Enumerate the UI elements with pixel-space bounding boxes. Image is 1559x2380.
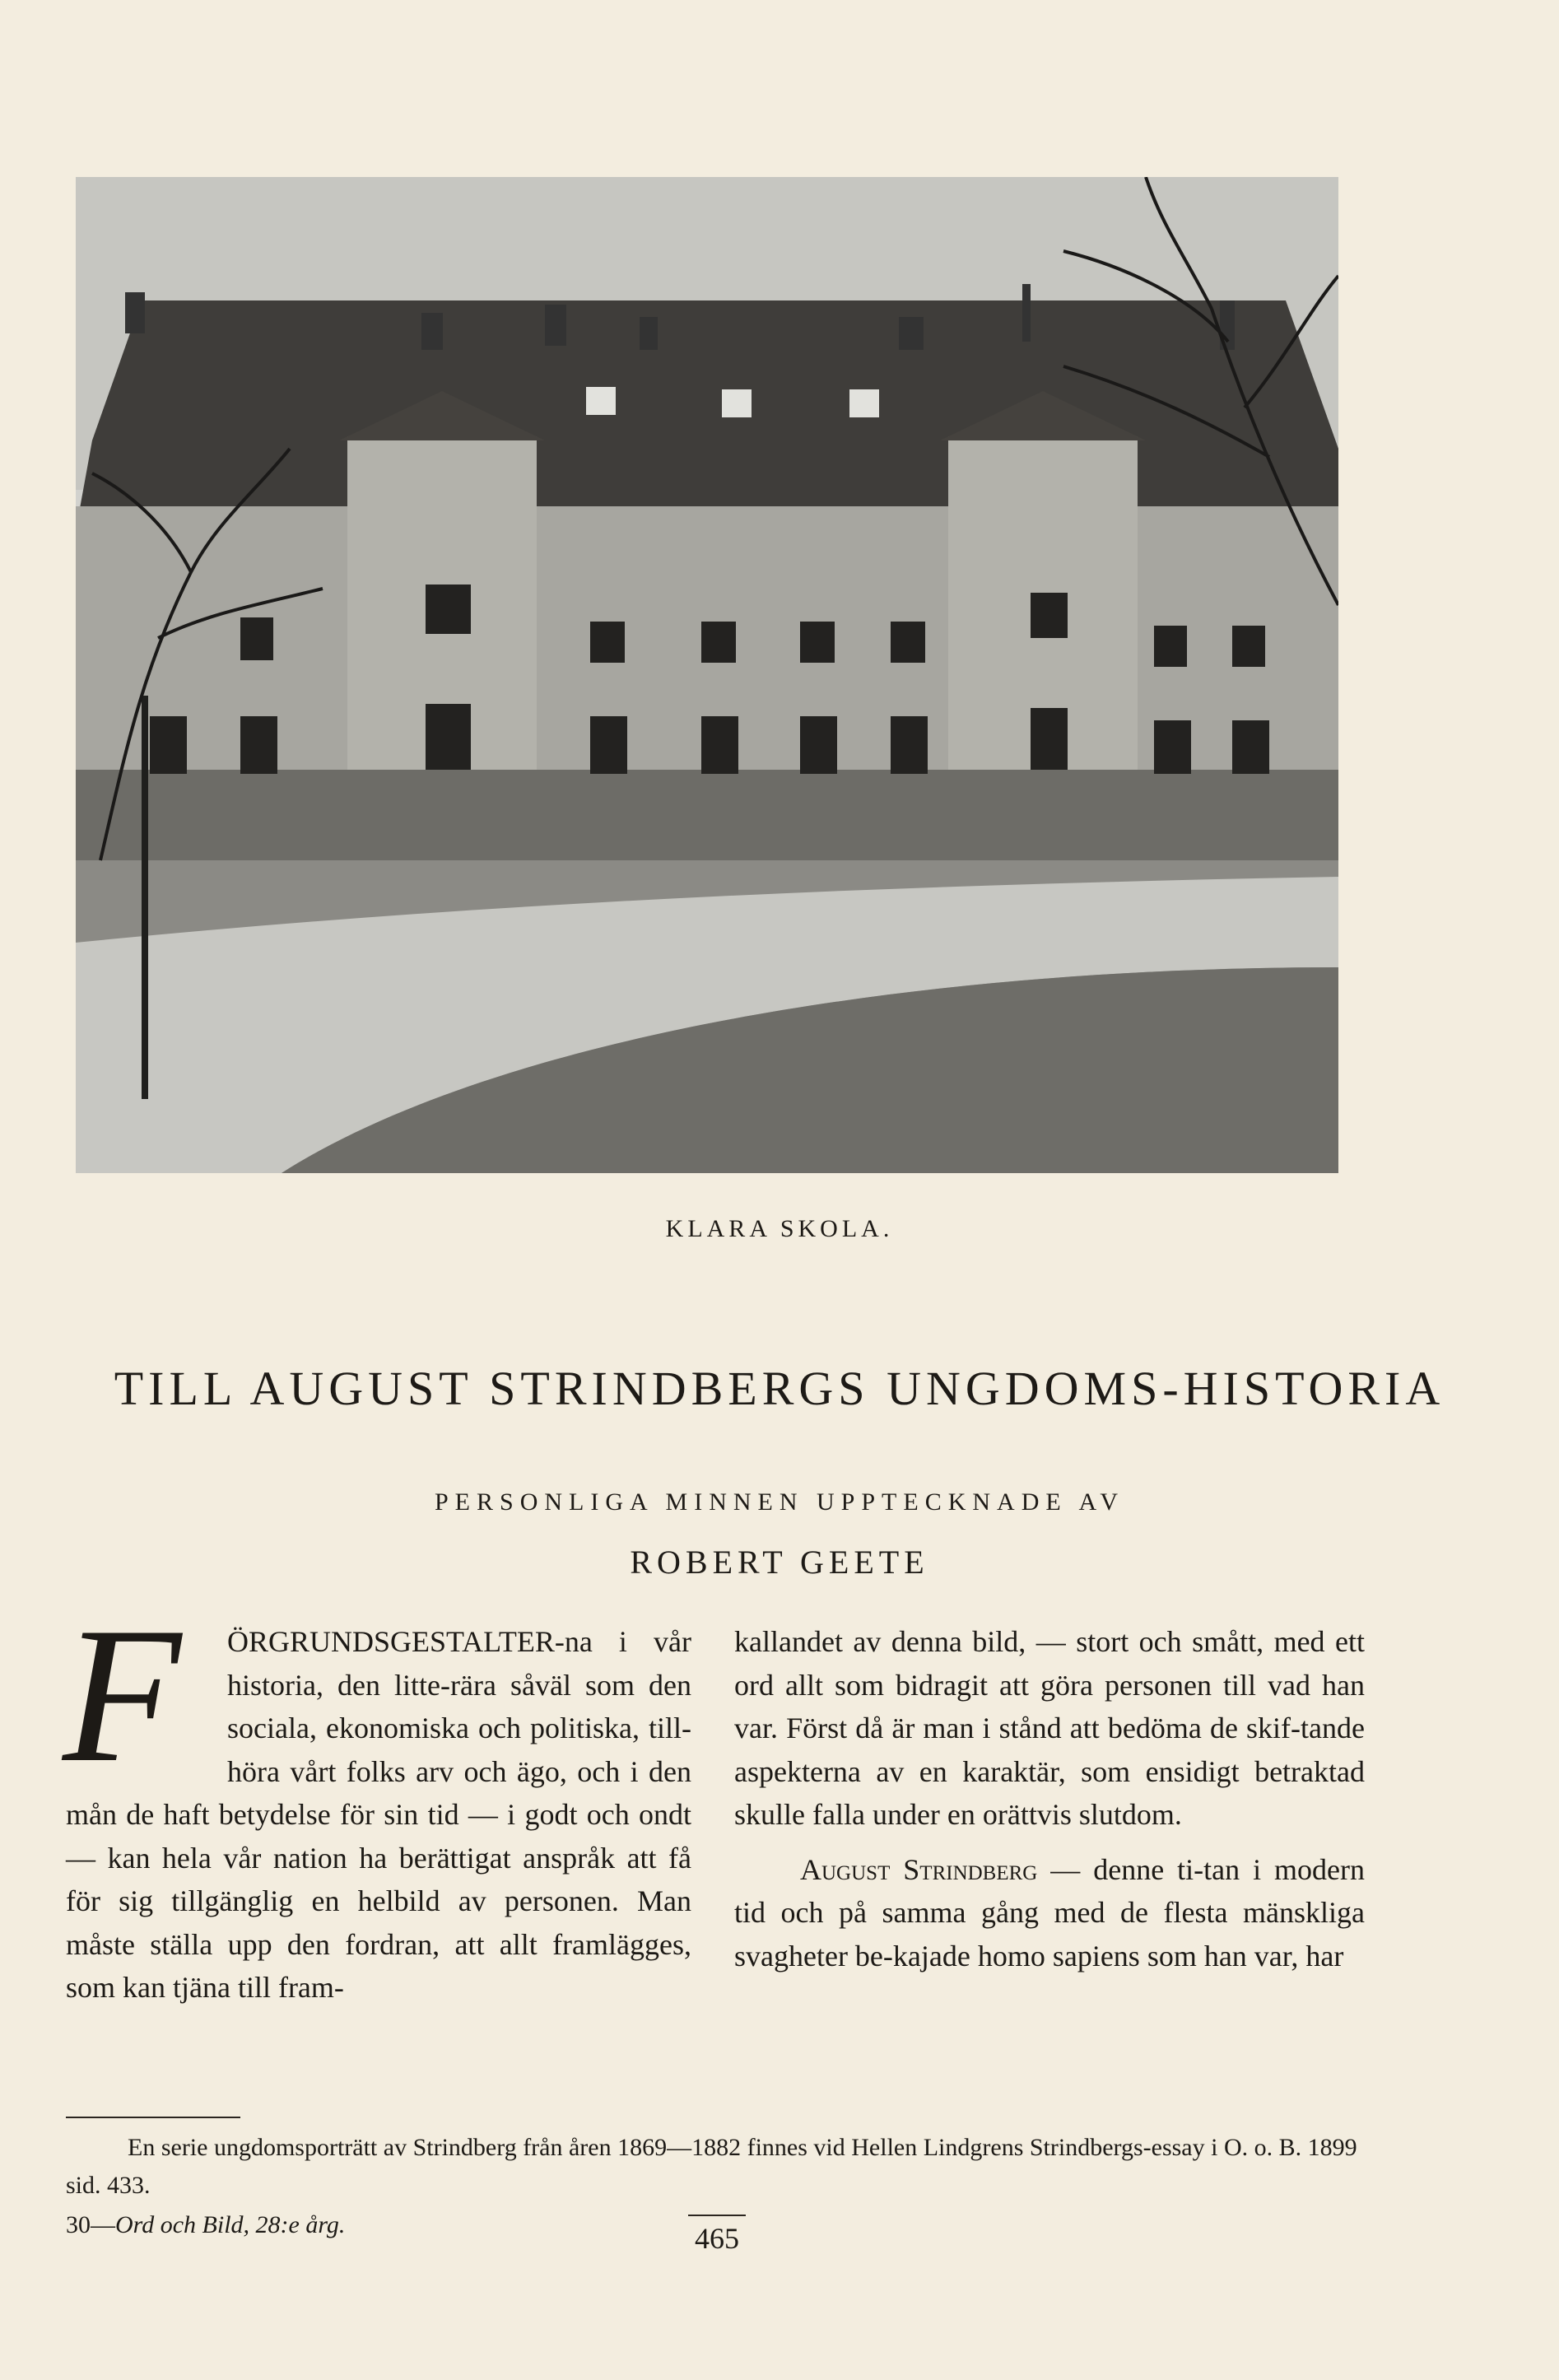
page-number: 465 [688, 2215, 746, 2256]
school-building-image [76, 177, 1338, 1173]
folio-prefix: 30— [66, 2211, 115, 2238]
klara-skola-photograph [76, 177, 1338, 1173]
body-text-right-2: — denne ti-tan i modern tid och på samma gång med de flesta mänskliga svagheter be-kajade homo sapiens som han var, har [734, 1852, 1365, 1972]
body-text-left: ÖRGRUNDSGESTALTER-na i vår historia, den litte-rära såväl som den sociala, ekonomiska och politiska, till-höra vårt folks arv och ägo, och i den mån de haft betydelse för sin tid — i godt och ondt — kan hela vår nation ha berättigat anspråk att få för sig tillgänglig en helbild av personen. Man måste ställa upp den fordran, att allt framlägges, som kan tjäna till fram- [66, 1625, 691, 2004]
article-author: ROBERT GEETE [630, 1544, 929, 1581]
drop-cap: F [63, 1588, 182, 1803]
journal-folio [66, 2211, 345, 2239]
article-title: TILL AUGUST STRINDBERGS UNGDOMS-HISTORIA [114, 1362, 1445, 1415]
footnote-rule [66, 2117, 240, 2118]
body-paragraph-2 [734, 1848, 1365, 1978]
journal-name: Ord och Bild, 28:e årg. [115, 2211, 346, 2238]
person-name: August Strindberg [800, 1852, 1038, 1886]
body-column-right [734, 1620, 1365, 1977]
body-text-right-1: kallandet av denna bild, — stort och smått, med ett ord allt som bidragit att göra personen till vad han var. Först då är man i stånd att bedöma de skif-tande aspekterna av en karaktär, som ensidigt betraktad skulle falla under en orättvis slutdom. [734, 1625, 1365, 1831]
photo-caption: KLARA SKOLA. [665, 1215, 894, 1242]
body-column-left [63, 1588, 691, 2010]
article-subtitle: PERSONLIGA MINNEN UPPTECKNADE AV [435, 1488, 1124, 1516]
footnote: En serie ungdomsporträtt av Strindberg från åren 1869—1882 finnes vid Hellen Lindgrens Strindbergs-essay i O. o. B. 1899 sid. 433. [66, 2134, 1357, 2199]
